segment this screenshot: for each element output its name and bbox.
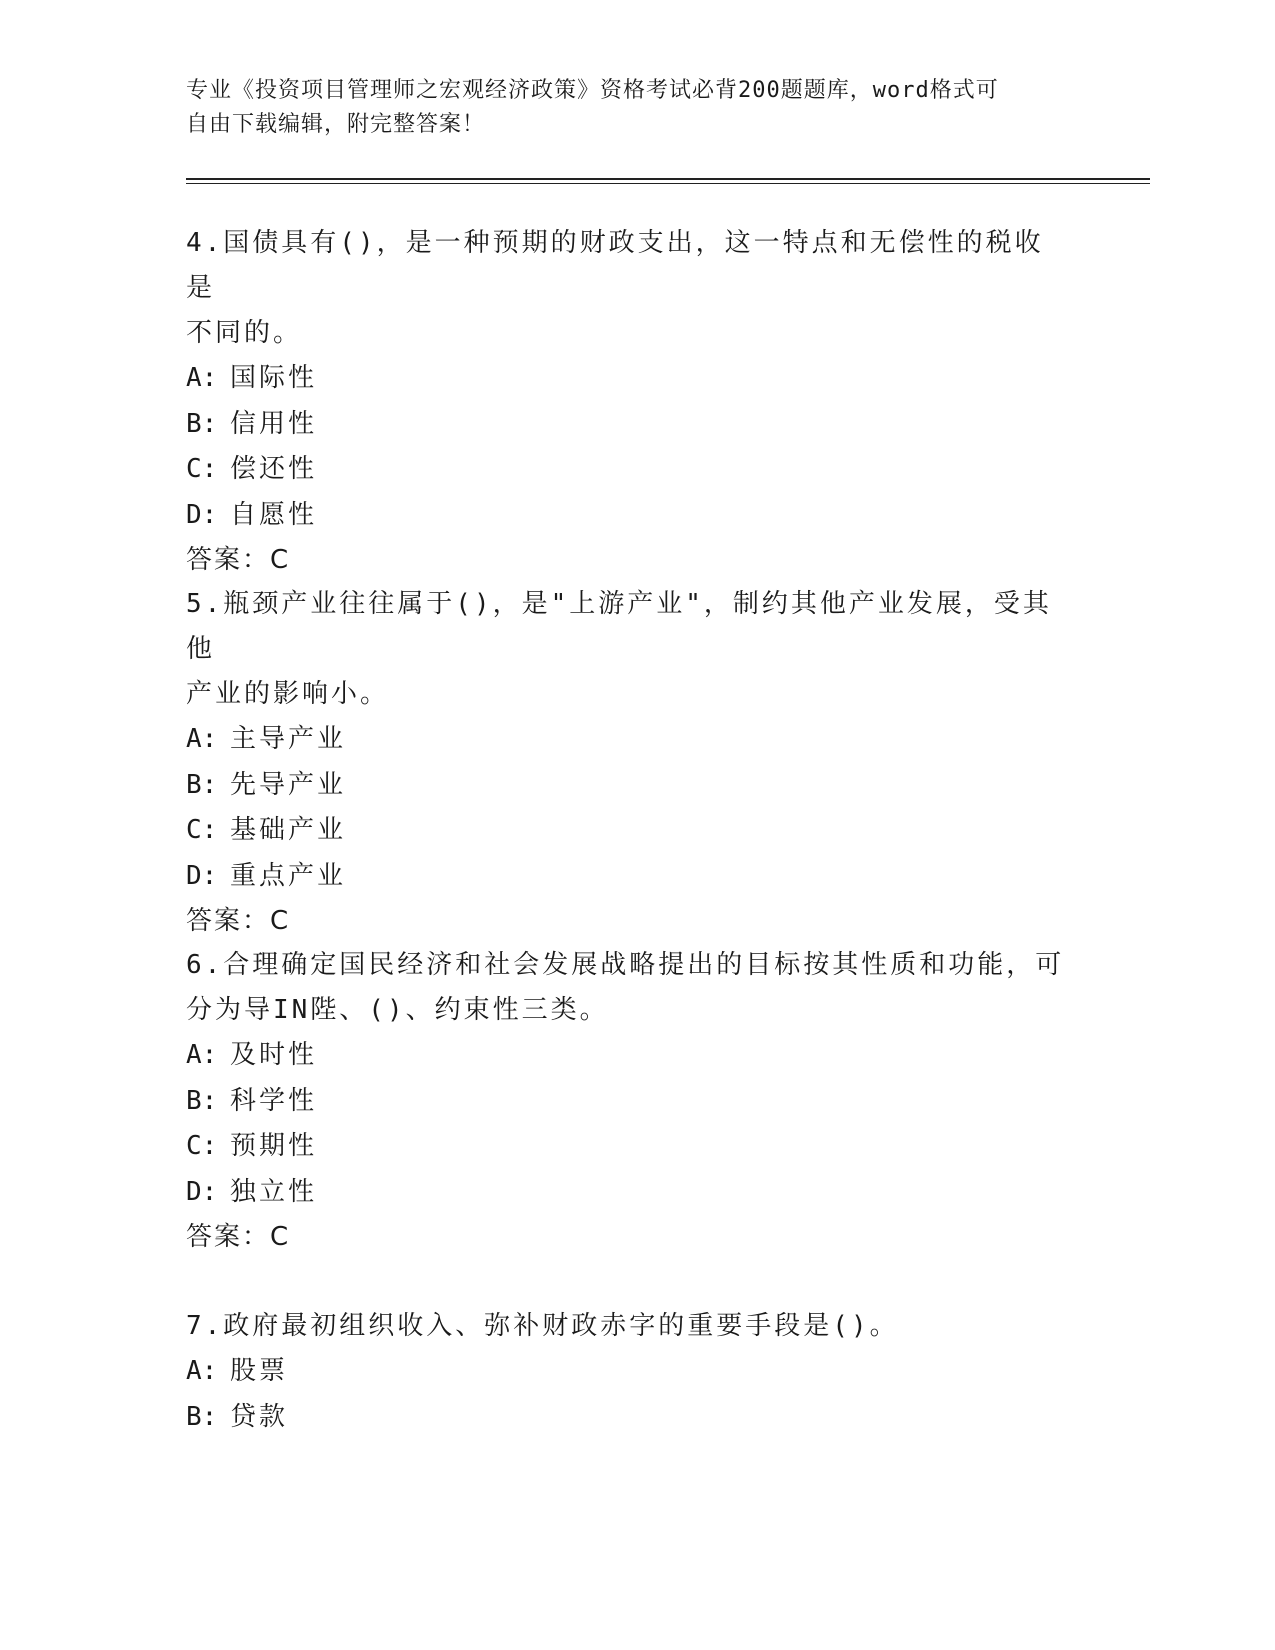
- option-a: [186, 717, 1066, 763]
- option-text: 股票: [230, 1356, 289, 1386]
- option-d: [186, 1170, 1066, 1216]
- answer: 答案：C: [186, 545, 291, 575]
- option-label: B:: [186, 408, 218, 439]
- question-6: [186, 943, 1066, 1261]
- question-4: [186, 221, 1066, 584]
- question-text-line: 7.政府最初组织收入、弥补财政赤字的重要手段是()。: [186, 1311, 899, 1341]
- option-label: C:: [186, 454, 218, 484]
- header-divider-thick: [186, 178, 1150, 180]
- option-label: B:: [186, 769, 218, 800]
- answer: 答案：C: [186, 1222, 291, 1252]
- question-text-line: 6.合理确定国民经济和社会发展战略提出的目标按其性质和功能，可: [186, 950, 1065, 980]
- option-label: A:: [186, 724, 218, 754]
- question-7: [186, 1304, 1066, 1440]
- option-d: [186, 493, 1066, 539]
- question-text: [186, 1304, 1066, 1349]
- header-line-1: 专业《投资项目管理师之宏观经济政策》资格考试必背200题题库，word格式可: [186, 78, 999, 103]
- option-text: 及时性: [230, 1040, 318, 1070]
- answer: 答案：C: [186, 906, 291, 936]
- option-label: D:: [186, 1176, 218, 1207]
- option-c: [186, 447, 1066, 493]
- option-label: B:: [186, 1401, 218, 1432]
- option-d: [186, 854, 1066, 900]
- option-text: 科学性: [230, 1085, 318, 1116]
- question-text-line: 产业的影响小。: [186, 679, 390, 709]
- question-text-line: 不同的。: [186, 318, 303, 348]
- option-label: A:: [186, 1356, 218, 1386]
- option-a: [186, 356, 1066, 402]
- question-text-line: 4.国债具有()，是一种预期的财政支出，这一特点和无偿性的税收是: [186, 228, 1044, 303]
- question-text: [186, 943, 1066, 1033]
- header-divider-thin: [186, 183, 1150, 184]
- option-a: [186, 1033, 1066, 1079]
- question-text: [186, 221, 1066, 356]
- option-text: 贷款: [230, 1401, 289, 1432]
- option-text: 先导产业: [230, 769, 347, 800]
- option-text: 基础产业: [230, 815, 347, 845]
- question-text-line: 5.瓶颈产业往往属于()，是"上游产业"，制约其他产业发展，受其他: [186, 589, 1052, 664]
- option-c: [186, 1124, 1066, 1170]
- document-header: [186, 74, 1066, 142]
- option-label: D:: [186, 499, 218, 530]
- question-text-line: 分为导IN陛、()、约束性三类。: [186, 995, 609, 1025]
- option-label: D:: [186, 860, 218, 891]
- option-text: 偿还性: [230, 454, 318, 484]
- option-label: A:: [186, 363, 218, 393]
- option-b: [186, 1395, 1066, 1441]
- option-a: [186, 1349, 1066, 1395]
- question-text: [186, 582, 1066, 717]
- option-c: [186, 808, 1066, 854]
- option-text: 独立性: [230, 1176, 318, 1207]
- option-label: B:: [186, 1085, 218, 1116]
- option-text: 国际性: [230, 363, 318, 393]
- option-text: 预期性: [230, 1131, 318, 1161]
- option-text: 主导产业: [230, 724, 347, 754]
- question-5: [186, 582, 1066, 945]
- option-b: [186, 1079, 1066, 1125]
- option-b: [186, 402, 1066, 448]
- header-line-2: 自由下载编辑，附完整答案！: [186, 112, 486, 137]
- option-label: A:: [186, 1040, 218, 1070]
- option-label: C:: [186, 1131, 218, 1161]
- option-text: 重点产业: [230, 860, 347, 891]
- option-label: C:: [186, 815, 218, 845]
- option-text: 信用性: [230, 408, 318, 439]
- option-b: [186, 763, 1066, 809]
- option-text: 自愿性: [230, 499, 318, 530]
